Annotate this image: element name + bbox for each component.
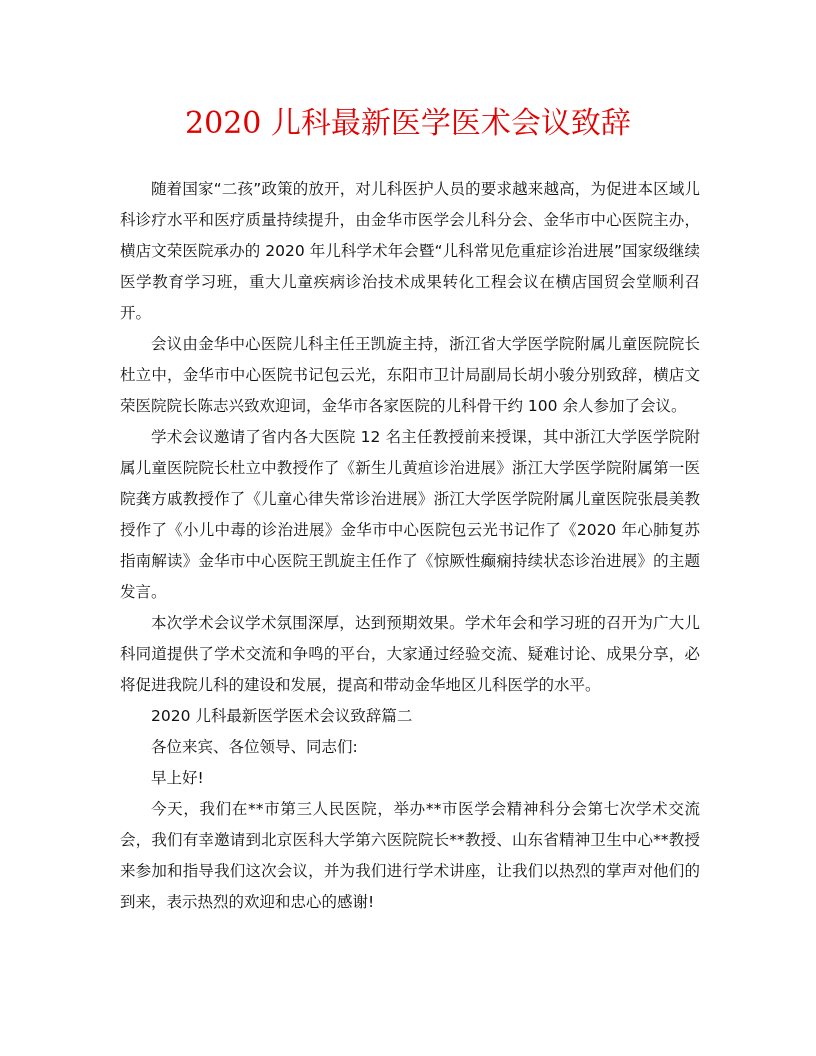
salutation: 各位来宾、各位领导、同志们: xyxy=(151,738,358,756)
document-title: 2020 儿科最新医学医术会议致辞 xyxy=(185,106,631,141)
paragraph-2: 会议由金华中心医院儿科主任王凯旋主持，浙江省大学医学院附属儿童医院院长杜立中，金华市中心医院书记包云光，东阳市卫计局副局长胡小骏分别致辞，横店文荣医院院长陈志兴致欢迎词，金华市各家医院的儿科骨干约 100 余人参加了会议。 xyxy=(120,335,700,415)
paragraph-1: 随着国家“二孩”政策的放开，对儿科医护人员的要求越来越高，为促进本区域儿科诊疗水平和医疗质量持续提升，由金华市医学会儿科分会、金华市中心医院主办，横店文荣医院承办的 2020 年儿科学术年会暨“儿科常见危重症诊治进展”国家级继续医学教育学习班，重大儿童疾病诊治技术成果转化工程会议在横店国贸会堂顺利召开。 xyxy=(120,180,700,322)
paragraph-4: 本次学术会议学术氛围深厚，达到预期效果。学术年会和学习班的召开为广大儿科同道提供了学术交流和争鸣的平台，大家通过经验交流、疑难讨论、成果分享，必将促进我院儿科的建设和发展，提高和带动金华地区儿科医学的水平。 xyxy=(120,614,700,694)
greeting: 早上好! xyxy=(151,769,204,787)
paragraph-5: 今天，我们在**市第三人民医院，举办**市医学会精神科分会第七次学术交流会，我们有幸邀请到北京医科大学第六医院院长**教授、山东省精神卫生中心**教授来参加和指导我们这次会议，并为我们进行学术讲座，让我们以热烈的掌声对他们的到来，表示热烈的欢迎和忠心的感谢! xyxy=(120,800,700,911)
section-heading-2: 2020 儿科最新医学医术会议致辞篇二 xyxy=(151,707,413,725)
document-body xyxy=(120,174,700,918)
paragraph-3: 学术会议邀请了省内各大医院 12 名主任教授前来授课，其中浙江大学医学院附属儿童医院院长杜立中教授作了《新生儿黄疸诊治进展》浙江大学医学院附属第一医院龚方戚教授作了《儿童心律失常诊治进展》浙江大学医学院附属儿童医院张晨美教授作了《小儿中毒的诊治进展》金华市中心医院包云光书记作了《2020 年心肺复苏指南解读》金华市中心医院王凯旋主任作了《惊厥性癫痫持续状态诊治进展》的主题发言。 xyxy=(120,428,700,601)
